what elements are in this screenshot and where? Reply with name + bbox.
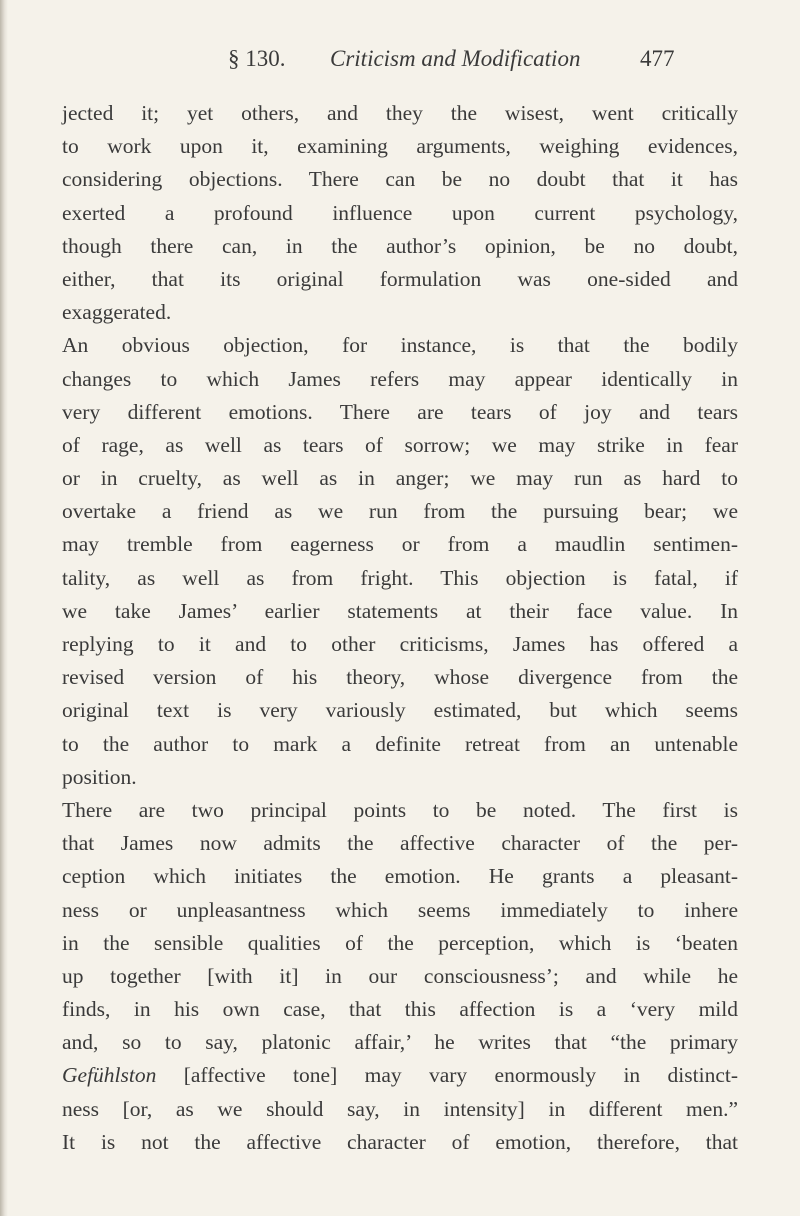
- running-title: Criticism and Modification: [330, 46, 581, 71]
- text-line: that James now admits the affective character of the per-: [62, 831, 738, 856]
- text-line: There are two principal points to be noted. The first is: [62, 797, 738, 822]
- text-line: finds, in his own case, that this affection is a ‘very mild: [62, 997, 738, 1022]
- text-line: in the sensible qualities of the perception, which is ‘beaten: [62, 930, 738, 955]
- text-line: tality, as well as from fright. This objection is fatal, if: [62, 565, 738, 590]
- text-line: to the author to mark a definite retreat from an untenable: [62, 731, 738, 756]
- text-line: exaggerated.: [62, 300, 172, 325]
- text-line: may tremble from eagerness or from a maudlin sentimen-: [62, 532, 738, 557]
- text-line: overtake a friend as we run from the pursuing bear; we: [62, 499, 738, 524]
- text-line: and, so to say, platonic affair,’ he writes that “the primary: [62, 1030, 738, 1055]
- text-line: jected it; yet others, and they the wisest, went critically: [62, 101, 738, 125]
- text-line: Gefühlston [affective tone] may vary enormously in distinct-: [62, 1063, 738, 1088]
- text-line: up together [with it] in our consciousness’; and while he: [62, 963, 738, 988]
- italic-term: Gefühlston: [62, 1063, 157, 1088]
- text-line: ception which initiates the emotion. He grants a pleasant-: [62, 864, 738, 889]
- text-line: we take James’ earlier statements at their face value. In: [62, 598, 738, 623]
- text-line: revised version of his theory, whose divergence from the: [62, 665, 738, 690]
- text-line: changes to which James refers may appear identically in: [62, 366, 738, 391]
- text-line: to work upon it, examining arguments, weighing evidences,: [62, 134, 738, 159]
- page-number: 477: [640, 46, 675, 71]
- text-line: either, that its original formulation was one-sided and: [62, 266, 738, 291]
- text-line: though there can, in the author’s opinion, be no doubt,: [62, 233, 738, 258]
- text-line: It is not the affective character of emotion, therefore, that: [62, 1129, 738, 1154]
- text-line: An obvious objection, for instance, is that the bodily: [62, 333, 738, 358]
- text-line: replying to it and to other criticisms, James has offered a: [62, 632, 738, 656]
- text-line: position.: [62, 764, 137, 789]
- text-line: original text is very variously estimated, but which seems: [62, 698, 738, 723]
- text-line: ness or unpleasantness which seems immediately to inhere: [62, 897, 738, 922]
- text-line: exerted a profound influence upon current psychology,: [62, 200, 738, 225]
- text-line: ness [or, as we should say, in intensity] in different men.”: [62, 1096, 738, 1121]
- text-line: or in cruelty, as well as in anger; we may run as hard to: [62, 466, 738, 491]
- running-header: [0, 46, 800, 82]
- text-line: considering objections. There can be no doubt that it has: [62, 167, 738, 192]
- page-edge-shadow: [0, 0, 8, 1216]
- body-text: [62, 97, 738, 1159]
- section-number: § 130.: [228, 46, 286, 71]
- text-line: very different emotions. There are tears of joy and tears: [62, 399, 738, 424]
- text-line: of rage, as well as tears of sorrow; we may strike in fear: [62, 432, 738, 457]
